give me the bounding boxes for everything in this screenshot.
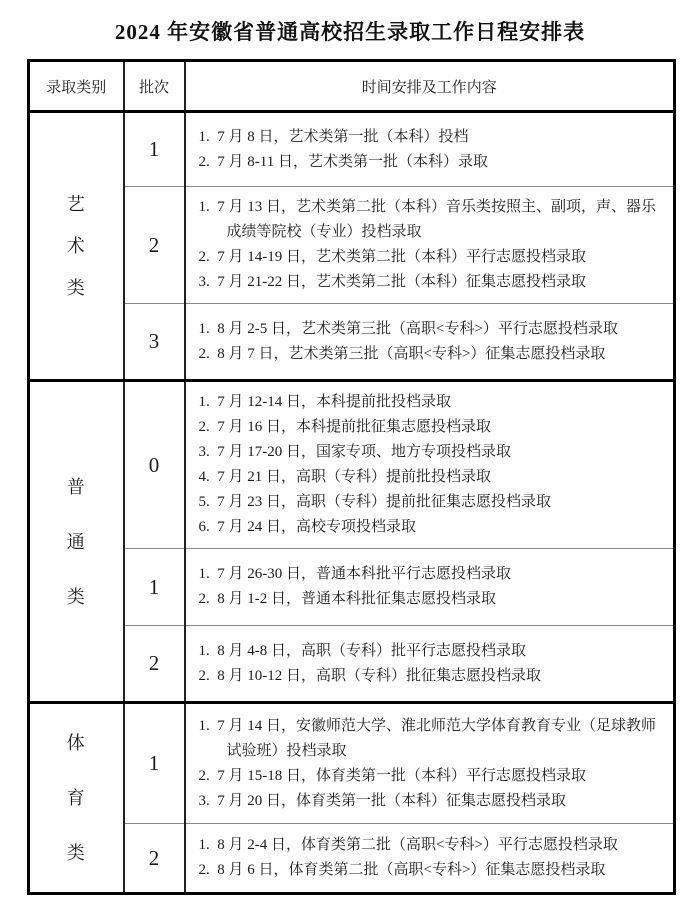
category-cell xyxy=(29,112,124,381)
batch-cell: 2 xyxy=(124,824,185,894)
batch-cell: 3 xyxy=(124,304,185,381)
content-cell xyxy=(185,187,675,304)
category-char: 普 xyxy=(66,476,86,497)
schedule-item: 2. 7 月 16 日，本科提前批征集志愿投档录取 xyxy=(198,419,492,435)
schedule-item: 4. 7 月 21 日，高职（专科）提前批投档录取 xyxy=(198,469,492,485)
category-char: 育 xyxy=(66,788,86,808)
schedule-item: 5. 7 月 23 日，高职（专科）提前批征集志愿投档录取 xyxy=(198,494,552,510)
content-cell xyxy=(185,626,675,703)
column-header-batch: 批次 xyxy=(124,61,185,112)
content-cell xyxy=(185,112,675,187)
category-cell xyxy=(29,381,124,703)
table-row xyxy=(29,549,675,626)
batch-cell: 2 xyxy=(124,187,185,304)
schedule-table xyxy=(27,59,676,895)
schedule-item: 3. 7 月 21-22 日，艺术类第二批（本科）征集志愿投档录取 xyxy=(198,274,586,290)
schedule-item: 2. 7 月 15-18 日，体育类第一批（本科）平行志愿投档录取 xyxy=(198,767,586,784)
schedule-item: 1. 7 月 14 日，安徽师范大学、淮北师范大学体育教育专业（足球教师试验班）投档录取 xyxy=(198,717,657,759)
table-row xyxy=(29,187,675,304)
content-cell xyxy=(185,549,675,626)
category-cell xyxy=(29,703,124,894)
batch-cell: 0 xyxy=(124,381,185,549)
category-char: 通 xyxy=(66,531,86,552)
category-char: 类 xyxy=(66,843,86,863)
category-char: 艺 xyxy=(66,194,86,214)
schedule-item: 2. 7 月 14-19 日，艺术类第二批（本科）平行志愿投档录取 xyxy=(198,249,586,265)
batch-cell: 1 xyxy=(124,703,185,824)
table-row xyxy=(29,381,675,549)
table-row xyxy=(29,112,675,187)
document-title: 2024 年安徽省普通高校招生录取工作日程安排表 xyxy=(114,20,586,44)
column-header-category: 录取类别 xyxy=(29,61,124,112)
batch-cell: 2 xyxy=(124,626,185,703)
schedule-item: 1. 7 月 8 日，艺术类第一批（本科）投档 xyxy=(198,128,469,145)
table-row xyxy=(29,824,675,894)
schedule-item: 2. 7 月 8-11 日，艺术类第一批（本科）录取 xyxy=(198,153,488,170)
table-row xyxy=(29,304,675,381)
schedule-item: 1. 7 月 26-30 日，普通本科批平行志愿投档录取 xyxy=(198,566,511,582)
schedule-item: 2. 8 月 6 日，体育类第二批（高职<专科>）征集志愿投档录取 xyxy=(198,862,606,878)
schedule-item: 1. 8 月 2-5 日，艺术类第三批（高职<专科>）平行志愿投档录取 xyxy=(198,320,618,337)
category-char: 术 xyxy=(66,236,86,256)
schedule-item: 2. 8 月 1-2 日，普通本科批征集志愿投档录取 xyxy=(198,591,496,607)
category-char: 体 xyxy=(66,733,86,753)
schedule-item: 3. 7 月 17-20 日，国家专项、地方专项投档录取 xyxy=(198,444,511,460)
content-cell xyxy=(185,381,675,549)
content-cell xyxy=(185,304,675,381)
batch-cell: 1 xyxy=(124,549,185,626)
schedule-item: 6. 7 月 24 日，高校专项投档录取 xyxy=(198,519,417,535)
batch-cell: 1 xyxy=(124,112,185,187)
schedule-item: 3. 7 月 20 日，体育类第一批（本科）征集志愿投档录取 xyxy=(198,792,567,809)
schedule-item: 2. 8 月 10-12 日，高职（专科）批征集志愿投档录取 xyxy=(198,667,541,684)
category-label xyxy=(31,478,122,606)
content-cell xyxy=(185,703,675,824)
category-label xyxy=(31,734,122,862)
header-row xyxy=(29,61,675,112)
column-header-schedule: 时间安排及工作内容 xyxy=(185,61,675,112)
table-row xyxy=(29,703,675,824)
category-label xyxy=(31,195,122,297)
content-cell xyxy=(185,824,675,894)
schedule-item: 1. 7 月 12-14 日，本科提前批投档录取 xyxy=(198,394,451,410)
table-row xyxy=(29,626,675,703)
category-char: 类 xyxy=(66,278,86,298)
schedule-item: 1. 7 月 13 日，艺术类第二批（本科）音乐类按照主、副项，声、器乐成绩等院校（专业）投档录取 xyxy=(198,199,657,240)
schedule-item: 1. 8 月 4-8 日，高职（专科）批平行志愿投档录取 xyxy=(198,642,526,659)
schedule-item: 2. 8 月 7 日，艺术类第三批（高职<专科>）征集志愿投档录取 xyxy=(198,345,606,362)
category-char: 类 xyxy=(66,586,86,607)
schedule-item: 1. 8 月 2-4 日，体育类第二批（高职<专科>）平行志愿投档录取 xyxy=(198,837,618,853)
